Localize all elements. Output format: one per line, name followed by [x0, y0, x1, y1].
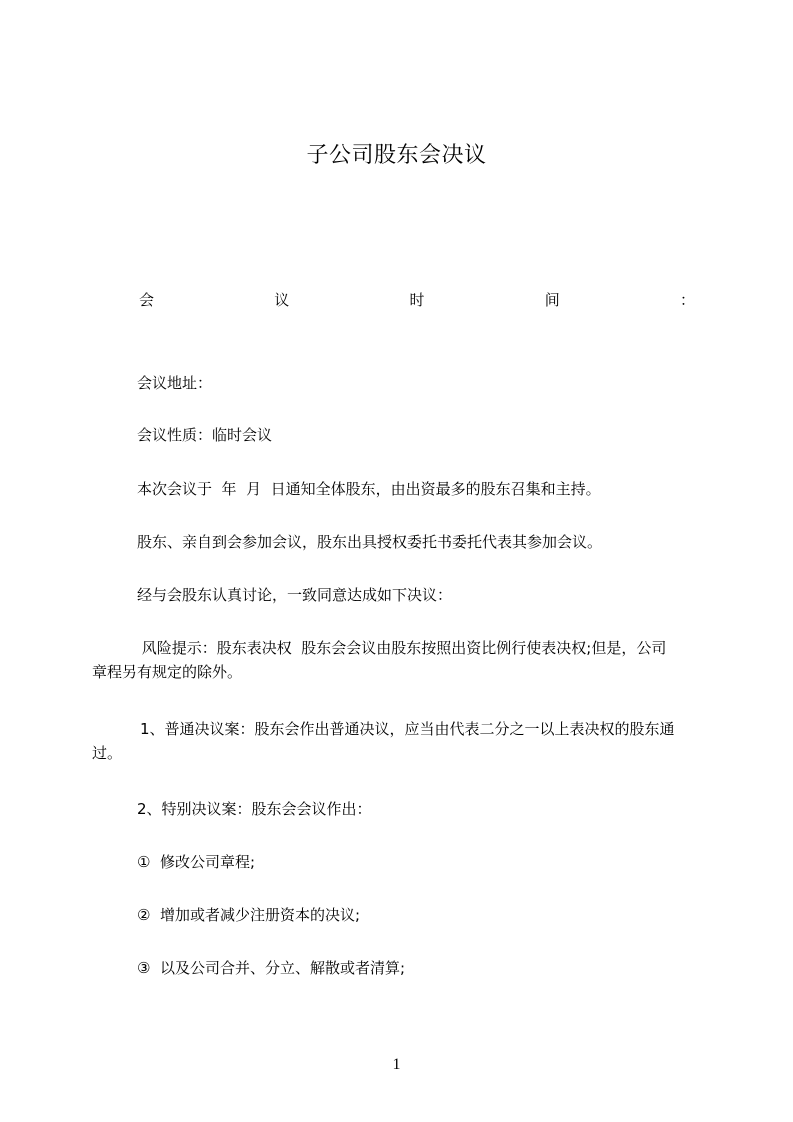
meeting-nature-line: 会议性质：临时会议 — [137, 426, 273, 444]
ordinary-resolution-line-1: 1、普通决议案：股东会作出普通决议，应当由代表二分之一以上表决权的股东通 — [140, 720, 675, 738]
page-number: 1 — [392, 1056, 401, 1073]
meeting-time-char: 时 — [409, 291, 425, 309]
meeting-time-char: 议 — [274, 291, 290, 309]
meeting-time-char: 会 — [139, 291, 155, 309]
special-resolution-paragraph: 2、特别决议案：股东会会议作出： — [137, 800, 372, 818]
special-item-3: ③ 以及公司合并、分立、解散或者清算; — [137, 959, 406, 977]
meeting-time-line — [139, 288, 695, 312]
meeting-address-line: 会议地址： — [137, 374, 213, 392]
meeting-time-colon: ： — [679, 291, 695, 309]
discussion-paragraph: 经与会股东认真讨论，一致同意达成如下决议： — [137, 586, 453, 604]
risk-notice-line-2: 章程另有规定的除外。 — [92, 663, 243, 681]
meeting-time-char: 间 — [544, 291, 560, 309]
special-item-2: ② 增加或者减少注册资本的决议; — [137, 906, 361, 924]
document-title: 子公司股东会决议 — [306, 143, 487, 168]
special-item-1: ① 修改公司章程; — [137, 853, 256, 871]
attendance-paragraph: 股东、亲自到会参加会议，股东出具授权委托书委托代表其参加会议。 — [137, 533, 603, 551]
ordinary-resolution-line-2: 过。 — [92, 744, 123, 762]
risk-notice-line-1: 风险提示：股东表决权 股东会会议由股东按照出资比例行使表决权;但是，公司 — [137, 639, 667, 657]
meeting-notice-paragraph: 本次会议于 年 月 日通知全体股东，由出资最多的股东召集和主持。 — [137, 480, 601, 498]
